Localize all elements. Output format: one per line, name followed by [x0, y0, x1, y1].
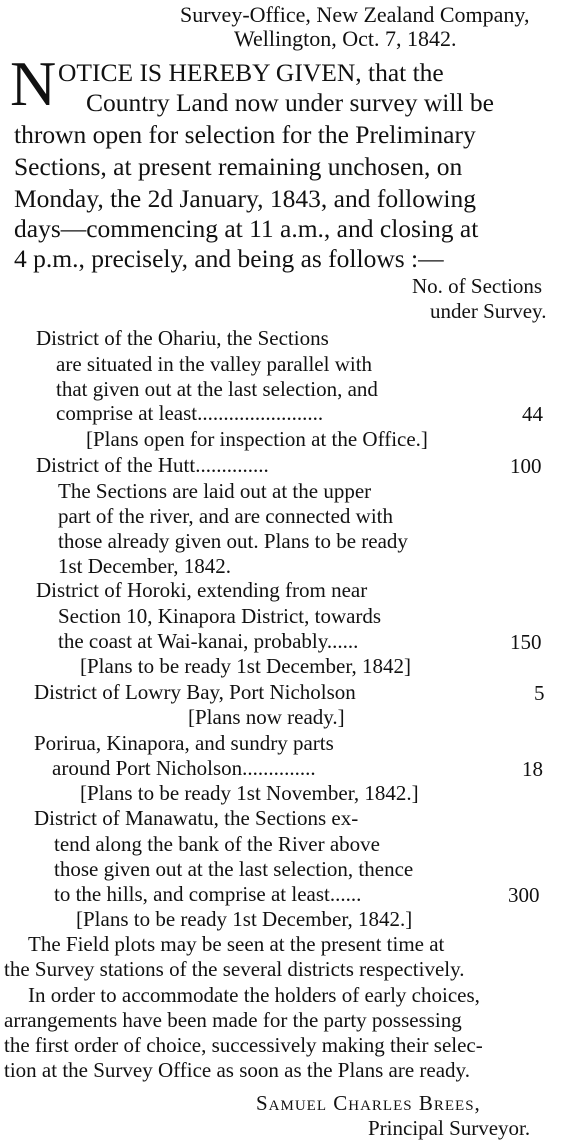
manawatu-line-4: to the hills, and comprise at least...... — [54, 882, 362, 906]
horoki-line-3: the coast at Wai-kanai, probably...... — [58, 629, 359, 653]
header-line-1: Survey-Office, New Zealand Company, — [180, 2, 530, 27]
hutt-line-4: those already given out. Plans to be ready — [58, 529, 408, 553]
porirua-count: 18 — [522, 757, 543, 781]
signature-name: Samuel Charles Brees, — [256, 1091, 481, 1115]
manawatu-line-3: those given out at the last selection, thence — [54, 857, 414, 881]
notice-line-3: thrown open for selection for the Preliminary — [14, 120, 476, 149]
horoki-line-2: Section 10, Kinapora District, towards — [58, 604, 382, 628]
column-header-2: under Survey. — [430, 299, 547, 323]
lowry-line-1: District of Lowry Bay, Port Nicholson — [34, 680, 356, 704]
drop-cap: N — [10, 48, 57, 119]
ohariu-note: [Plans open for inspection at the Office.] — [86, 427, 428, 451]
manawatu-line-2: tend along the bank of the River above — [54, 832, 380, 856]
porirua-line-2: around Port Nicholson.............. — [52, 756, 316, 780]
notice-line-6: days—commencing at 11 a.m., and closing at — [14, 214, 479, 243]
ohariu-line-2: are situated in the valley parallel with — [56, 352, 373, 376]
horoki-line-1: District of Horoki, extending from near — [36, 578, 368, 602]
closing-line-6: tion at the Survey Office as soon as the Plans are ready. — [4, 1058, 470, 1082]
closing-line-4: arrangements have been made for the party possessing — [4, 1008, 462, 1032]
signature-title: Principal Surveyor. — [368, 1116, 531, 1140]
hutt-line-3: part of the river, and are connected with — [58, 504, 394, 528]
header-line-2: Wellington, Oct. 7, 1842. — [234, 26, 457, 51]
notice-line-5: Monday, the 2d January, 1843, and following — [14, 184, 476, 213]
manawatu-line-1: District of Manawatu, the Sections ex- — [34, 806, 359, 830]
ohariu-line-1: District of the Ohariu, the Sections — [36, 326, 329, 350]
ohariu-line-4: comprise at least........................ — [56, 401, 324, 425]
closing-line-1: The Field plots may be seen at the present time at — [28, 932, 445, 956]
notice-line-4: Sections, at present remaining unchosen, on — [14, 152, 463, 181]
lowry-note: [Plans now ready.] — [188, 705, 345, 729]
closing-line-5: the first order of choice, successively making their selec- — [4, 1033, 483, 1057]
column-header-1: No. of Sections — [412, 274, 543, 298]
closing-line-2: the Survey stations of the several districts respectively. — [4, 957, 465, 981]
porirua-note: [Plans to be ready 1st November, 1842.] — [80, 781, 419, 805]
manawatu-note: [Plans to be ready 1st December, 1842.] — [76, 907, 413, 931]
porirua-line-1: Porirua, Kinapora, and sundry parts — [34, 731, 334, 755]
notice-line-2: Country Land now under survey will be — [86, 88, 494, 117]
horoki-note: [Plans to be ready 1st December, 1842] — [80, 654, 411, 678]
notice-line-1: OTICE IS HEREBY GIVEN, that the — [58, 58, 444, 87]
manawatu-count: 300 — [508, 883, 540, 907]
lowry-count: 5 — [534, 681, 545, 705]
hutt-line-5: 1st December, 1842. — [58, 554, 231, 578]
hutt-count: 100 — [510, 454, 542, 478]
ohariu-line-3: that given out at the last selection, and — [56, 377, 378, 401]
hutt-line-1: District of the Hutt.............. — [36, 453, 269, 477]
closing-line-3: In order to accommodate the holders of early choices, — [28, 983, 480, 1007]
notice-line-7: 4 p.m., precisely, and being as follows :— — [14, 244, 444, 273]
horoki-count: 150 — [510, 630, 542, 654]
ohariu-count: 44 — [522, 402, 543, 426]
hutt-line-2: The Sections are laid out at the upper — [58, 479, 372, 503]
